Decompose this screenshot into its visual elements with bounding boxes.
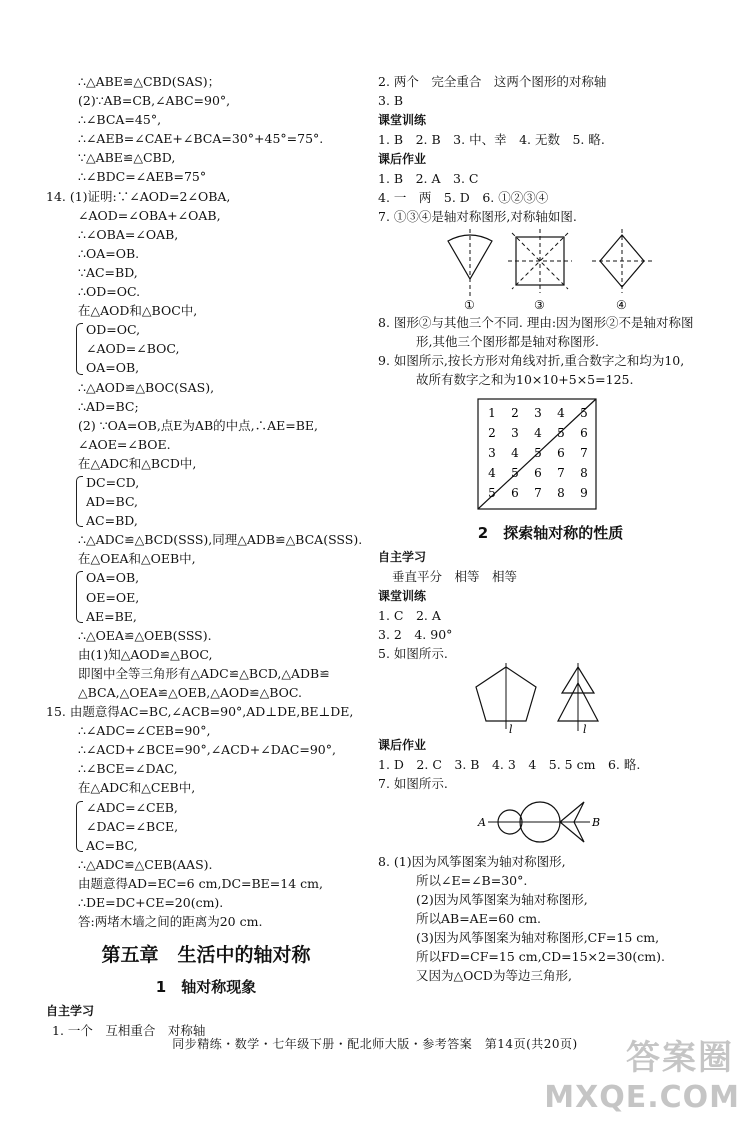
brace-system bbox=[76, 568, 366, 625]
grid-number: 5 bbox=[488, 485, 496, 500]
answer-line: 答:两堵木墙之间的距离为20 cm. bbox=[78, 914, 263, 930]
grid-number: 4 bbox=[557, 405, 565, 420]
answer-line: (2)∵AB=CB,∠ABC=90°, bbox=[78, 93, 231, 109]
answer-line: 8. 图形②与其他三个不同. 理由:因为图形②不是轴对称图 bbox=[378, 314, 694, 330]
circles-figure bbox=[378, 794, 723, 852]
point-label: A bbox=[478, 815, 486, 829]
subsection-heading: 自主学习 bbox=[378, 549, 427, 564]
brace-system bbox=[76, 320, 366, 377]
brace-line: OA=OB, bbox=[86, 570, 140, 586]
answer-line: 故所有数字之和为10×10+5×5=125. bbox=[416, 371, 634, 387]
subsection-heading: 课堂训练 bbox=[378, 113, 427, 128]
answer-line: ∴∠OBA=∠OAB, bbox=[78, 226, 179, 242]
answer-line: 1. B 2. B 3. 中、幸 4. 无数 5. 略. bbox=[378, 132, 605, 148]
pentagon-tree-svg bbox=[378, 663, 723, 735]
number-grid-svg bbox=[378, 395, 723, 515]
answer-line: 所以∠E=∠B=30°. bbox=[416, 872, 528, 888]
page-footer: 同步精练・数学・七年级下册・配北师大版・参考答案 第14页(共20页) bbox=[172, 1037, 578, 1051]
answer-line: ∵AC=BD, bbox=[78, 264, 138, 280]
grid-number: 4 bbox=[534, 425, 542, 440]
answer-line: 在△AOD和△BOC中, bbox=[78, 303, 198, 319]
figure-label: ① bbox=[464, 297, 475, 312]
watermark-url: MXQE.COM bbox=[544, 1080, 740, 1115]
grid-number: 3 bbox=[488, 445, 496, 460]
brace-line: AC=BC, bbox=[86, 837, 138, 853]
square-figure bbox=[508, 229, 572, 293]
answer-line: ∴OD=OC. bbox=[78, 284, 141, 300]
grid-number: 6 bbox=[557, 445, 565, 460]
brace-line: AE=BE, bbox=[86, 608, 137, 624]
grid-number: 7 bbox=[534, 485, 542, 500]
answer-line: 形,其他三个图形都是轴对称图形. bbox=[416, 333, 599, 349]
brace-line: DC=CD, bbox=[86, 474, 140, 490]
answer-line: 3. B bbox=[378, 93, 404, 109]
subsection-heading: 自主学习 bbox=[46, 1004, 95, 1019]
answer-line: ∴△OEA≌△OEB(SSS). bbox=[78, 627, 212, 643]
answer-line: 7. 如图所示. bbox=[378, 776, 448, 792]
answer-line: 5. 如图所示. bbox=[378, 646, 448, 662]
answer-line: ∴DE=DC+CE=20(cm). bbox=[78, 895, 224, 911]
answer-line: (2) ∵OA=OB,点E为AB的中点,∴AE=BE, bbox=[78, 417, 319, 433]
section-title: 1 轴对称现象 bbox=[155, 978, 257, 997]
chapter-title: 第五章 生活中的轴对称 bbox=[101, 944, 311, 967]
answer-line: ∠AOD=∠OBA+∠OAB, bbox=[78, 207, 221, 223]
grid-number: 4 bbox=[488, 465, 496, 480]
answer-line: 2. 两个 完全重合 这两个图形的对称轴 bbox=[378, 74, 607, 89]
rhombus-figure bbox=[592, 229, 652, 293]
grid-number: 5 bbox=[557, 425, 565, 440]
grid-number: 8 bbox=[580, 465, 588, 480]
answer-line: ∴AD=BC; bbox=[78, 398, 139, 414]
grid-number: 6 bbox=[534, 465, 542, 480]
point-label: B bbox=[592, 815, 601, 829]
answer-line: ∴OA=OB. bbox=[78, 245, 140, 261]
grid-number: 2 bbox=[511, 405, 519, 420]
subsection-heading: 课堂训练 bbox=[378, 589, 427, 604]
grid-number: 3 bbox=[511, 425, 519, 440]
brace-system bbox=[76, 798, 366, 855]
brace-line: OE=OE, bbox=[86, 589, 140, 605]
grid-number: 9 bbox=[580, 485, 588, 500]
grid-number: 5 bbox=[534, 445, 542, 460]
answer-line: 在△ADC和△BCD中, bbox=[78, 455, 197, 471]
figure-label: ③ bbox=[534, 297, 545, 312]
grid-number: 7 bbox=[557, 465, 565, 480]
number-grid-figure bbox=[378, 395, 723, 515]
answer-line: 9. 如图所示,按长方形对角线对折,重合数字之和均为10, bbox=[378, 352, 685, 368]
answer-line: ∠AOE=∠BOE. bbox=[78, 436, 171, 452]
grid-number: 7 bbox=[580, 445, 588, 460]
tree-figure bbox=[558, 663, 598, 731]
brace-line: ∠ADC=∠CEB, bbox=[86, 799, 178, 815]
grid-number: 6 bbox=[511, 485, 519, 500]
grid-number: 1 bbox=[488, 405, 496, 420]
right-column bbox=[378, 72, 723, 985]
brace-line: OA=OB, bbox=[86, 360, 140, 376]
subsection-heading: 课后作业 bbox=[378, 152, 427, 167]
answer-line: ∴∠ACD+∠BCE=90°,∠ACD+∠DAC=90°, bbox=[78, 742, 336, 758]
answer-line: ∴∠BDC=∠AEB=75° bbox=[78, 169, 207, 185]
brace-line: OD=OC, bbox=[86, 322, 141, 338]
grid-number: 8 bbox=[557, 485, 565, 500]
pentagon-tree-figure bbox=[378, 663, 723, 735]
answer-line: 4. 一 两 5. D 6. ①②③④ bbox=[378, 190, 549, 206]
answer-line: 1. D 2. C 3. B 4. 3 4 5. 5 cm 6. 略. bbox=[378, 757, 641, 773]
answer-line: 8. (1)因为风筝图案为轴对称图形, bbox=[378, 853, 566, 869]
answer-line: 由(1)知△AOD≌△BOC, bbox=[78, 646, 213, 662]
answer-line: (2)因为风筝图案为轴对称图形, bbox=[416, 891, 588, 907]
brace-line: ∠DAC=∠BCE, bbox=[86, 818, 179, 834]
watermark-text: 答案圈 bbox=[626, 1038, 734, 1078]
grid-number: 3 bbox=[534, 405, 542, 420]
answer-line: (3)因为风筝图案为轴对称图形,CF=15 cm, bbox=[416, 929, 660, 945]
answer-line: ∴∠ADC=∠CEB=90°, bbox=[78, 723, 211, 739]
answer-line: ∴∠BCE=∠DAC, bbox=[78, 761, 178, 777]
answer-line: ∴△AOD≌△BOC(SAS), bbox=[78, 379, 215, 395]
figure-label: ④ bbox=[616, 297, 627, 312]
symmetry-figures bbox=[378, 227, 723, 313]
brace-system bbox=[76, 473, 366, 530]
answer-line-q14: 14. (1)证明:∵∠AOD=2∠OBA, bbox=[46, 188, 231, 204]
grid-number: 4 bbox=[511, 445, 519, 460]
grid-number: 5 bbox=[511, 465, 519, 480]
answer-line: ∴△ADC≌△CEB(AAS). bbox=[78, 856, 213, 872]
answer-line: 3. 2 4. 90° bbox=[378, 627, 453, 643]
grid-number: 2 bbox=[488, 425, 496, 440]
answer-line: 所以AB=AE=60 cm. bbox=[416, 910, 542, 926]
axis-label: l bbox=[583, 723, 587, 736]
grid-number: 5 bbox=[580, 405, 588, 420]
answer-line: 7. ①③④是轴对称图形,对称轴如图. bbox=[378, 209, 577, 225]
pentagon-figure bbox=[476, 663, 536, 729]
answer-line: ∴∠BCA=45°, bbox=[78, 112, 162, 128]
brace-line: AD=BC, bbox=[86, 494, 139, 510]
answer-line: △BCA,△OEA≌△OEB,△AOD≌△BOC. bbox=[78, 685, 302, 700]
left-column bbox=[46, 72, 366, 1040]
symmetry-figures-svg bbox=[378, 227, 723, 313]
fan-shape-figure bbox=[448, 229, 492, 297]
answer-line: ∵△ABE≌△CBD, bbox=[78, 150, 176, 166]
answer-line: 由题意得AD=EC=6 cm,DC=BE=14 cm, bbox=[78, 875, 323, 891]
answer-line: 1. C 2. A bbox=[378, 608, 441, 624]
answer-line: ∴△ADC≌△BCD(SSS),同理△ADB≌△BCA(SSS). bbox=[78, 532, 363, 548]
grid-number: 6 bbox=[580, 425, 588, 440]
subsection-heading: 课后作业 bbox=[378, 738, 427, 753]
answer-line: 即图中全等三角形有△ADC≌△BCD,△ADB≌ bbox=[78, 665, 330, 681]
answer-line: ∴∠AEB=∠CAE+∠BCA=30°+45°=75°. bbox=[78, 131, 324, 147]
brace-line: AC=BD, bbox=[86, 513, 138, 529]
answer-line: 在△ADC和△CEB中, bbox=[78, 780, 196, 796]
answer-line: 1. B 2. A 3. C bbox=[378, 171, 479, 187]
brace-line: ∠AOD=∠BOC, bbox=[86, 341, 180, 357]
axis-label: l bbox=[509, 723, 513, 736]
answer-line: 所以FD=CF=15 cm,CD=15×2=30(cm). bbox=[416, 948, 665, 964]
answer-line: 垂直平分 相等 相等 bbox=[392, 568, 518, 584]
answer-line: 1. 一个 互相重合 对称轴 bbox=[52, 1023, 206, 1039]
circles-svg bbox=[378, 794, 723, 852]
answer-line: ∴△ABE≌△CBD(SAS)； bbox=[78, 74, 221, 89]
answer-line: 在△OEA和△OEB中, bbox=[78, 551, 196, 567]
answer-line-q15: 15. 由题意得AC=BC,∠ACB=90°,AD⊥DE,BE⊥DE, bbox=[46, 704, 354, 720]
answer-line: 又因为△OCD为等边三角形, bbox=[416, 968, 572, 984]
section-title: 2 探索轴对称的性质 bbox=[477, 523, 624, 542]
